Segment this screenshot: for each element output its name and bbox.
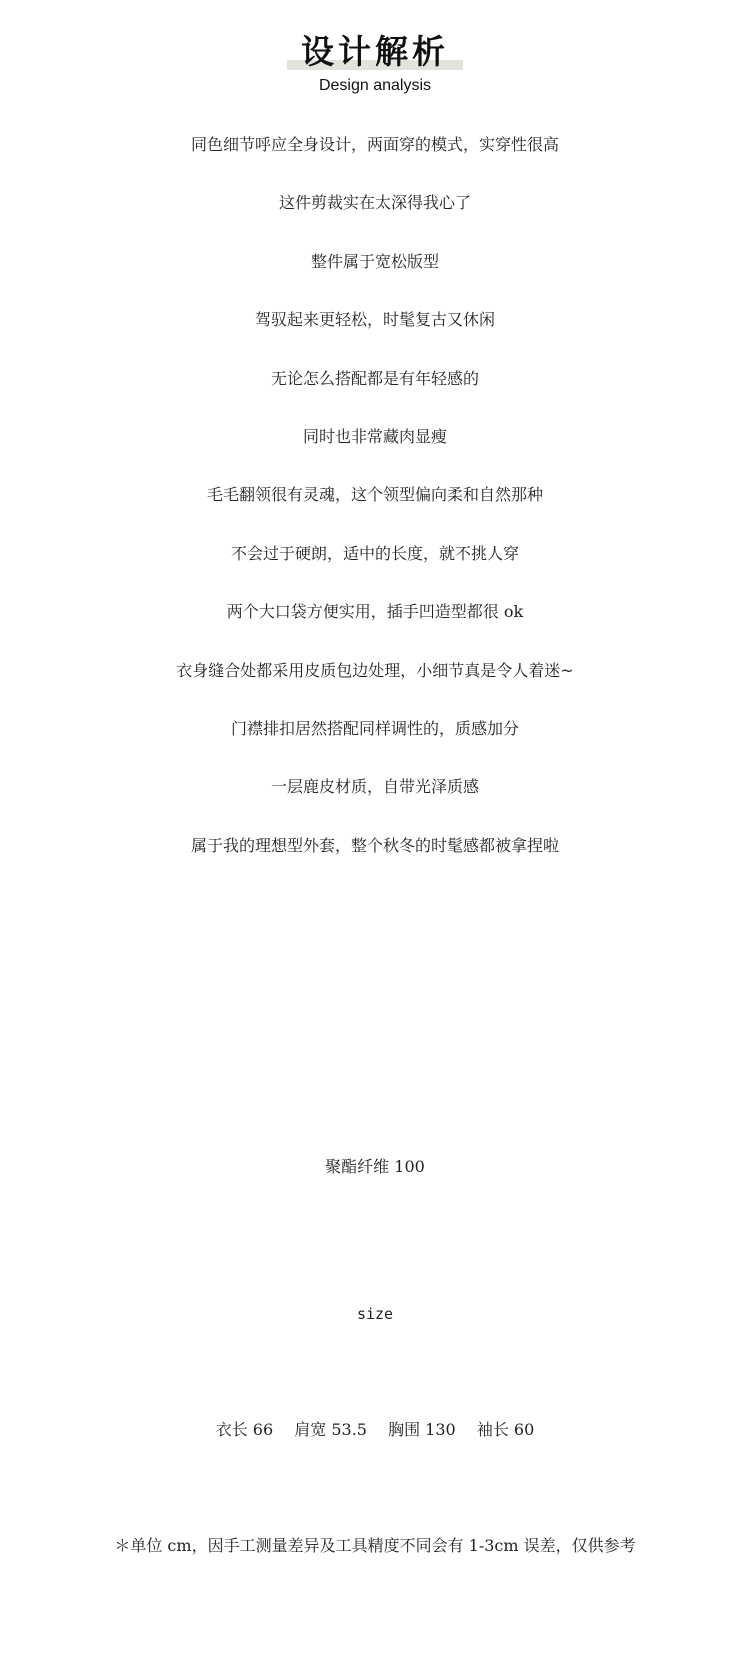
- description-line: 这件剪裁实在太深得我心了: [278, 193, 471, 213]
- description-line: 毛毛翻领很有灵魂，这个领型偏向柔和自然那种: [206, 485, 543, 505]
- description-line: 同色细节呼应全身设计，两面穿的模式，实穿性很高: [190, 135, 559, 154]
- description-line: 门襟排扣居然搭配同样调性的，质感加分: [230, 718, 519, 738]
- description-line: 同时也非常藏肉显瘦: [302, 426, 447, 446]
- title-block: [287, 30, 463, 74]
- size-label: size: [356, 1305, 394, 1323]
- measurement-shoulder: 肩宽 53.5: [294, 1420, 367, 1439]
- description-line: 无论怎么搭配都是有年轻感的: [270, 368, 479, 388]
- section-title: 设计解析: [301, 32, 449, 71]
- description-line: 两个大口袋方便实用，插手凹造型都很 ok: [226, 602, 524, 622]
- measurement-chest: 胸围 130: [388, 1420, 456, 1439]
- description-line: 一层鹿皮材质，自带光泽质感: [270, 777, 479, 797]
- measurement-note: ＊单位 cm，因手工测量差异及工具精度不同会有 1-3cm 误差，仅供参考: [114, 1536, 636, 1555]
- description-line: 不会过于硬朗，适中的长度，就不挑人穿: [230, 543, 519, 563]
- measurements-row: [0, 1418, 750, 1442]
- description-list: [0, 133, 750, 892]
- section-header: [0, 30, 750, 96]
- material-text: 聚酯纤维 100: [325, 1157, 425, 1176]
- section-subtitle: Design analysis: [318, 77, 432, 94]
- description-line: 驾驭起来更轻松，时髦复古又休闲: [254, 310, 495, 330]
- measurement-sleeve: 袖长 60: [476, 1420, 535, 1439]
- description-line: 属于我的理想型外套，整个秋冬的时髦感都被拿捏啦: [190, 835, 559, 855]
- description-line: 衣身缝合处都采用皮质包边处理，小细节真是令人着迷~: [176, 660, 574, 680]
- description-line: 整件属于宽松版型: [310, 251, 439, 271]
- measurement-length: 衣长 66: [215, 1420, 274, 1439]
